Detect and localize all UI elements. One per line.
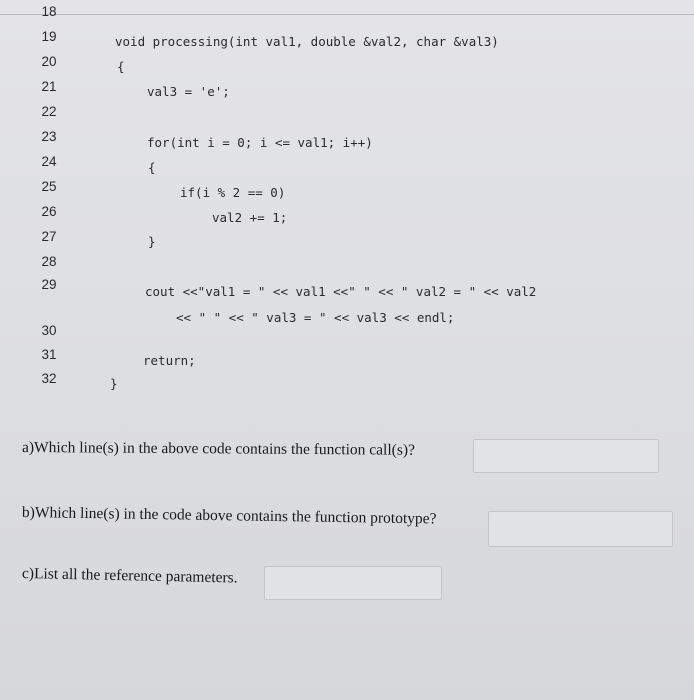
answer-c-input[interactable] xyxy=(264,566,442,600)
code-line-return: return; xyxy=(143,353,196,368)
line-number: 26 xyxy=(41,204,57,219)
code-line-assignment: val3 = 'e'; xyxy=(147,84,230,99)
line-number: 24 xyxy=(41,154,57,169)
line-number: 31 xyxy=(41,347,57,362)
code-line-loop-close-brace: } xyxy=(148,234,156,249)
code-line-function-header: void processing(int val1, double &val2, char &val3) xyxy=(115,34,499,49)
line-number: 22 xyxy=(41,104,57,119)
answer-b-input[interactable] xyxy=(488,511,673,547)
line-number: 30 xyxy=(41,323,57,338)
question-b: b)Which line(s) in the code above contains the function prototype? xyxy=(21,504,437,528)
code-line-open-brace: { xyxy=(117,59,125,74)
line-number: 32 xyxy=(41,371,57,386)
code-line-cout-2: << " " << " val3 = " << val3 << endl; xyxy=(176,310,455,325)
code-line-increment: val2 += 1; xyxy=(212,210,288,225)
code-line-close-brace: } xyxy=(110,376,118,391)
line-number: 27 xyxy=(41,229,57,244)
code-line-for-loop: for(int i = 0; i <= val1; i++) xyxy=(147,135,373,150)
code-line-cout-1: cout <<"val1 = " << val1 <<" " << " val2 = " << val2 xyxy=(145,284,537,299)
line-number: 18 xyxy=(41,4,57,19)
answer-a-input[interactable] xyxy=(473,439,659,473)
code-line-loop-open-brace: { xyxy=(148,160,156,175)
code-line-if: if(i % 2 == 0) xyxy=(180,185,286,200)
line-number: 29 xyxy=(41,277,57,292)
line-number: 21 xyxy=(41,79,57,94)
question-a: a)Which line(s) in the above code contains the function call(s)? xyxy=(21,439,416,459)
line-number: 23 xyxy=(41,129,57,144)
questions-section xyxy=(0,400,694,700)
question-c: c)List all the reference parameters. xyxy=(21,565,238,587)
line-number: 25 xyxy=(41,179,57,194)
line-number: 19 xyxy=(41,29,57,44)
line-number: 28 xyxy=(41,254,57,269)
line-number: 20 xyxy=(41,54,57,69)
